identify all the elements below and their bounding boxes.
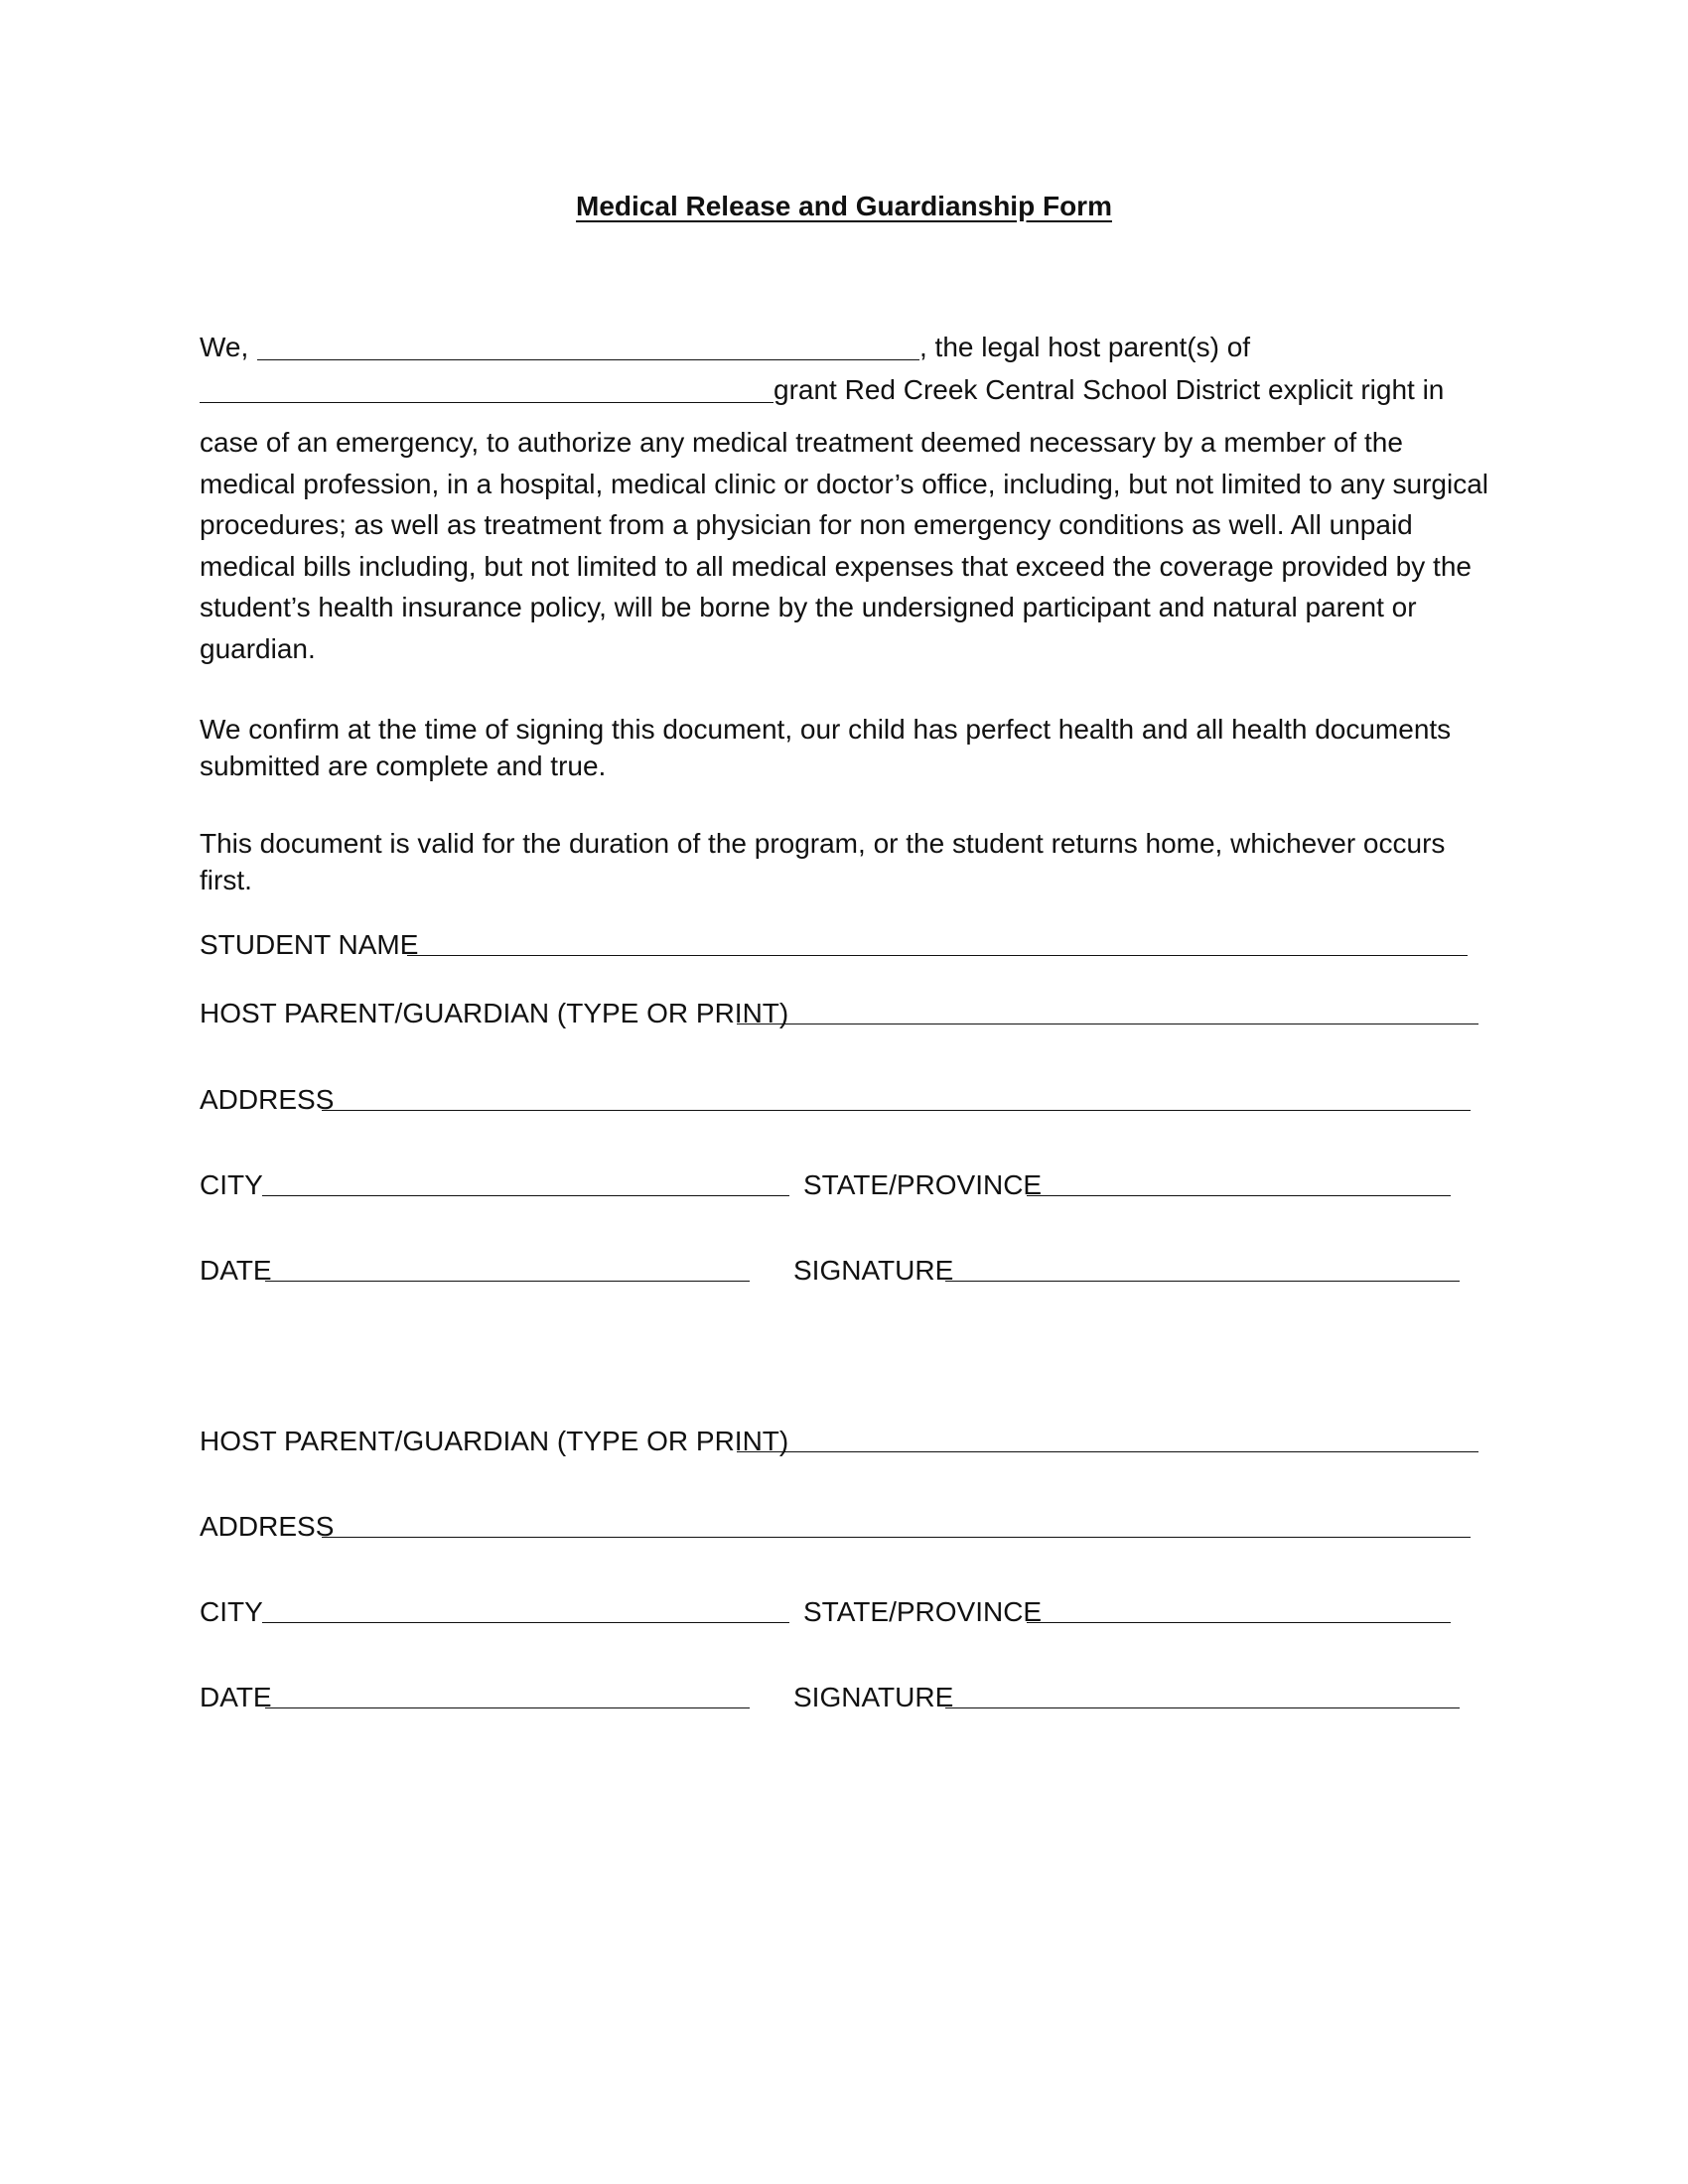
guardian1-city-label: CITY	[200, 1169, 263, 1200]
confirm-paragraph: We confirm at the time of signing this document, our child has perfect health and all health documents submitted are complete and true.	[200, 714, 1452, 781]
guardian1-name-label: HOST PARENT/GUARDIAN (TYPE OR PRINT)	[200, 998, 789, 1028]
guardian2-state-field[interactable]	[1027, 1622, 1451, 1623]
guardian1-state-label: STATE/PROVINCE	[803, 1169, 1043, 1200]
validity-paragraph: This document is valid for the duration of the program, or the student returns home, whichever occurs first.	[200, 828, 1446, 895]
intro-grant-text: grant Red Creek Central School District explicit right in	[774, 374, 1445, 405]
student-name-label: STUDENT NAME	[200, 929, 419, 960]
guardian1-date-field[interactable]	[265, 1281, 750, 1282]
guardian1-signature-label: SIGNATURE	[793, 1255, 954, 1286]
document-title: Medical Release and Guardianship Form	[576, 191, 1112, 221]
intro-we-label: We,	[200, 332, 249, 362]
host-parent-names-blank[interactable]	[257, 359, 919, 360]
student-of-blank[interactable]	[200, 402, 774, 403]
guardian2-address-label: ADDRESS	[200, 1511, 335, 1542]
guardian2-date-field[interactable]	[265, 1707, 750, 1708]
guardian1-state-field[interactable]	[1027, 1195, 1451, 1196]
guardian2-city-field[interactable]	[262, 1622, 789, 1623]
guardian1-signature-field[interactable]	[945, 1281, 1460, 1282]
guardian2-state-label: STATE/PROVINCE	[803, 1596, 1043, 1627]
guardian1-city-field[interactable]	[262, 1195, 789, 1196]
guardian2-address-field[interactable]	[322, 1537, 1471, 1538]
guardian2-signature-label: SIGNATURE	[793, 1682, 954, 1712]
guardian1-address-field[interactable]	[322, 1110, 1471, 1111]
guardian2-city-label: CITY	[200, 1596, 263, 1627]
guardian1-address-label: ADDRESS	[200, 1084, 335, 1115]
student-name-field[interactable]	[407, 955, 1468, 956]
intro-legal-host-text: , the legal host parent(s) of	[919, 332, 1251, 362]
guardian2-date-label: DATE	[200, 1682, 272, 1712]
intro-paragraph: case of an emergency, to authorize any medical treatment deemed necessary by a member of the medical profession, in a hospital, medical clinic or doctor’s office, including, but not limited to any surgical procedures; as well as treatment from a physician for non emergency conditions as well. All unpaid medical bills including, but not limited to all medical expenses that exceed the coverage provided by the student’s health insurance policy, will be borne by the undersigned participant and natural parent or guardian.	[200, 427, 1488, 664]
guardian2-name-field[interactable]	[737, 1451, 1478, 1452]
guardian2-name-label: HOST PARENT/GUARDIAN (TYPE OR PRINT)	[200, 1426, 789, 1456]
guardian2-signature-field[interactable]	[945, 1707, 1460, 1708]
guardian1-date-label: DATE	[200, 1255, 272, 1286]
